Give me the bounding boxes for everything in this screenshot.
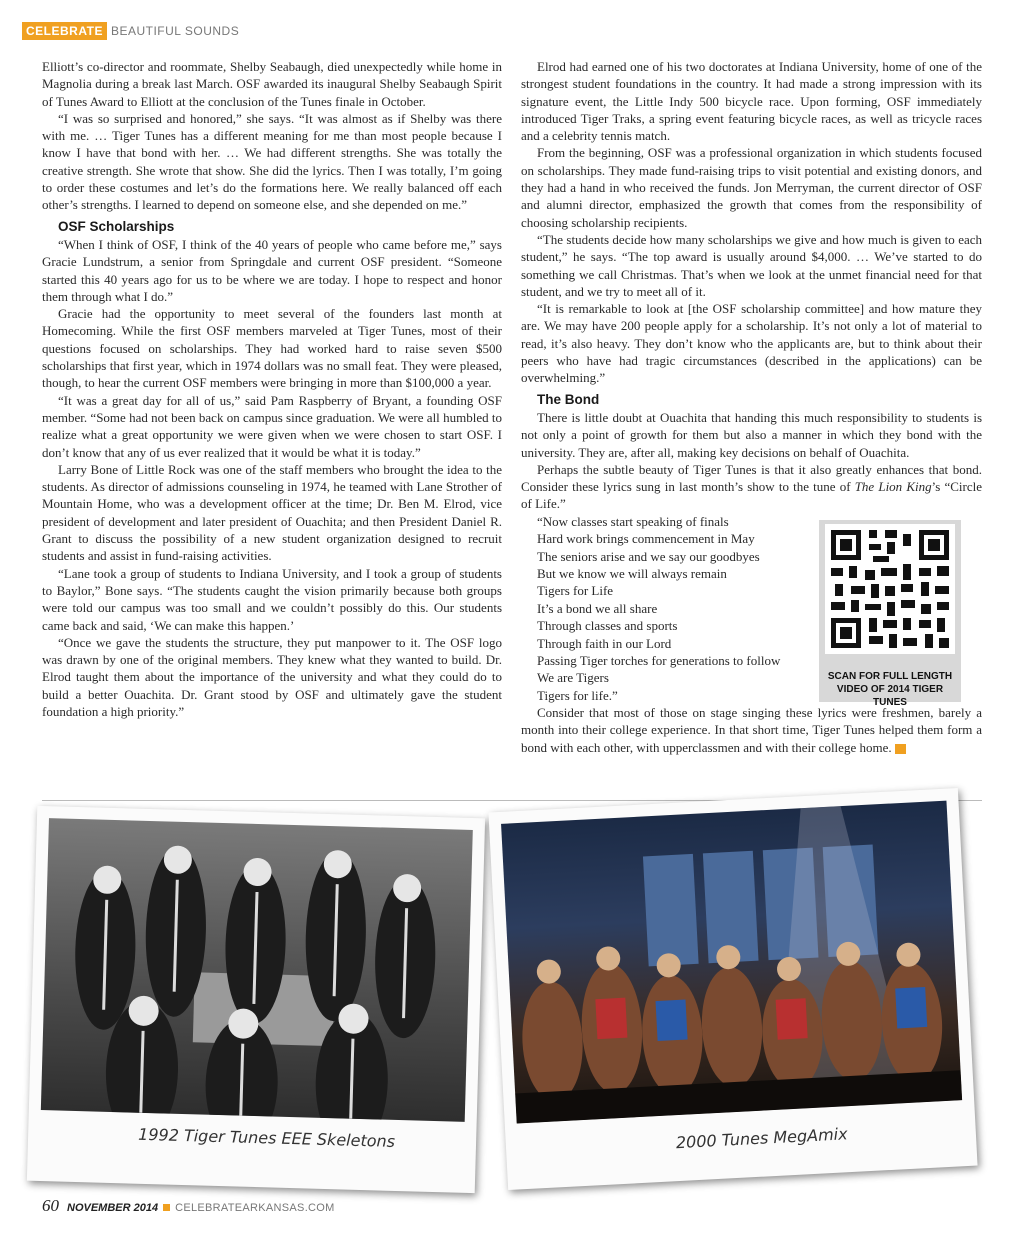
lyric-line: Tigers for Life: [537, 583, 614, 599]
paragraph: There is little doubt at Ouachita that handing this much responsibility to students is not only a point of growth for them but also a manner in which they bond with the university. They are, after all, making key decisions on behalf of Ouachita.: [521, 409, 982, 460]
photo-frame-left: [27, 806, 485, 1193]
lyric-line: It’s a bond we all share: [537, 600, 658, 616]
page-number: 60: [42, 1196, 59, 1215]
paragraph: From the beginning, OSF was a professional organization in which students focused on scholarships. They made fund-raising trips to visit potential and existing donors, and they had a hand in who received the funds. Jon Merryman, the current director of OSF and alumni director, emphasized the growth that comes from the responsibility of choosing scholarship recipients.: [521, 145, 982, 230]
footer-square-icon: [163, 1204, 170, 1211]
lyric-line: But we know we will always remain: [537, 565, 727, 581]
lyric-line: Through faith in our Lord: [537, 635, 672, 651]
paragraph: “It is remarkable to look at [the OSF scholarship committee] and how mature they are. We may have 200 people apply for a scholarship. It’s not only a lot of material to read, it’s also heavy. They don’t know who the applicants are, but to think about their peers who have had tragic circumstances (described in the applications) can be overwhelming.”: [521, 301, 982, 386]
paragraph: Gracie had the opportunity to meet several of the founders last month at Homecoming. While the first OSF members marveled at Tiger Tunes, most of their questions focused on scholarships. They had worked hard to raise seven $500 scholarships that first year, which in 1974 dollars was no small feat. They were pleased, though, to hear the current OSF members were bringing in more than $100,000 a year.: [42, 306, 502, 391]
paragraph-text: Consider that most of those on stage singing these lyrics were freshmen, barely a month into their college experience. In that short time, Tiger Tunes helped them form a bond with each other, with upperclassmen and with their college home.: [521, 705, 982, 755]
paragraph: Larry Bone of Little Rock was one of the staff members who brought the idea to the students. As director of admissions counseling in 1974, he teamed with Lane Strother of Mountain Home, who was a development officer at the time; Dr. Ben M. Elrod, vice president of development and later president of Ouachita; and then President Daniel R. Grant to discuss the possibility of a new student organization designed to recruit students and assist in fund-raising activities.: [42, 461, 502, 564]
photo-caption-left: 1992 Tiger Tunes EEE Skeletons: [137, 1124, 396, 1151]
lyric-line: The seniors arise and we say our goodbyes: [537, 548, 760, 564]
page-footer: [42, 1196, 335, 1216]
paragraph-text: ’s “Circle of Life.”: [521, 479, 982, 512]
left-column: [42, 58, 502, 720]
section-title: BEAUTIFUL SOUNDS: [110, 24, 240, 38]
qr-code-icon[interactable]: [825, 524, 955, 654]
website-link[interactable]: CELEBRATEARKANSAS.COM: [175, 1202, 335, 1214]
photo-caption-right: 2000 Tunes MegAmix: [675, 1124, 848, 1153]
paragraph: [521, 704, 982, 756]
paragraph: “When I think of OSF, I think of the 40 years of people who came before me,” says Gracie Lundstrum, a senior from Springdale and current OSF president. “Someone started this 40 years ago for us to be where we are today. I hope to respect and honor them through what I do.”: [42, 236, 502, 304]
qr-caption: [819, 670, 961, 709]
issue-date: NOVEMBER 2014: [67, 1202, 159, 1214]
lyric-line: We are Tigers: [537, 670, 609, 686]
paragraph: Elrod had earned one of his two doctorates at Indiana University, home of one of the strongest student foundations in the country. It had made a strong impression with its signature event, the Little Indy 500 bicycle race. Upon forming, OSF immediately introduced Tiger Traks, a spring event featuring bicycle races, as well as tricycle races and a celebrity tennis match.: [521, 59, 982, 144]
subheading-osf-scholarships: OSF Scholarships: [58, 218, 175, 234]
photo-skeletons: [41, 818, 473, 1122]
lyric-line: Tigers for life.”: [537, 687, 618, 703]
paragraph: Elliott’s co-director and roommate, Shelby Seabaugh, died unexpectedly while home in Magnolia during a break last March. OSF awarded its inaugural Shelby Seabaugh Spirit of Tunes Award to Elliott at the conclusion of the Tunes finale in October.: [42, 59, 502, 109]
paragraph: “The students decide how many scholarships we give and how much is given to each student,” he says. “The top award is usually around $4,000. … We’ve started to do something we call Christmas. That’s when we look at the unmet financial need for that student, and we try to meet all of it.: [521, 231, 982, 299]
qr-caption-line: VIDEO OF 2014 TIGER TUNES: [836, 684, 944, 708]
film-title: The Lion King: [854, 479, 932, 495]
photo-megamix: [501, 801, 962, 1124]
page-header: [22, 22, 239, 40]
paragraph-text: Perhaps the subtle beauty of Tiger Tunes is that it also greatly enhances that bond. Consider these lyrics sung in last month’s show to the tune of: [521, 461, 982, 495]
subheading-the-bond: The Bond: [537, 391, 600, 407]
end-mark-icon: CI: [895, 744, 906, 754]
paragraph: “Once we gave the students the structure, they put manpower to it. The OSF logo was drawn by one of the original members. They knew what they wanted to build. Dr. Elrod taught them about the importance of the university and what they could do to build a better Ouachita. Dr. Grant stood by OSF and ultimately gave the student foundation a high priority.”: [42, 634, 502, 719]
lyric-line: “Now classes start speaking of finals: [537, 513, 729, 529]
magazine-tag: CELEBRATE: [22, 22, 107, 40]
qr-code-box: [819, 520, 961, 708]
lyric-line: Hard work brings commencement in May: [537, 531, 755, 547]
paragraph: “It was a great day for all of us,” said Pam Raspberry of Bryant, a founding OSF member. “Some had not been back on campus since graduation. We were all humbled to realize what a great opportunity we were given when we were chosen to start OSF. I don’t know that any of us ever realized that it would be what it is today.”: [42, 392, 502, 460]
qr-caption-line: SCAN FOR FULL LENGTH: [827, 671, 953, 682]
photo-frame-right: [488, 788, 977, 1190]
lyric-line: Through classes and sports: [537, 618, 678, 634]
lyric-line: Passing Tiger torches for generations to follow: [537, 652, 781, 668]
paragraph: [521, 461, 982, 513]
paragraph: “Lane took a group of students to Indiana University, and I took a group of students to Baylor,” Bone says. “The students caught the vision primarily because both groups were told our campus was too small and we couldn’t possibly do this. Our students came back and said, ‘We can make this happen.’: [42, 565, 502, 633]
paragraph: “I was so surprised and honored,” she says. “It was almost as if Shelby was there with me. … Tiger Tunes has a different meaning for me than most people because I know I have that bond with her. … We had different strengths. She was totally the creative strength. She wrote that show. She did the lyrics. Then I was totally, I’m going to order these costumes and let’s do the formations here. We really balanced off each other’s strengths. I learned to depend on someone else, and she depended on me.”: [42, 110, 502, 213]
